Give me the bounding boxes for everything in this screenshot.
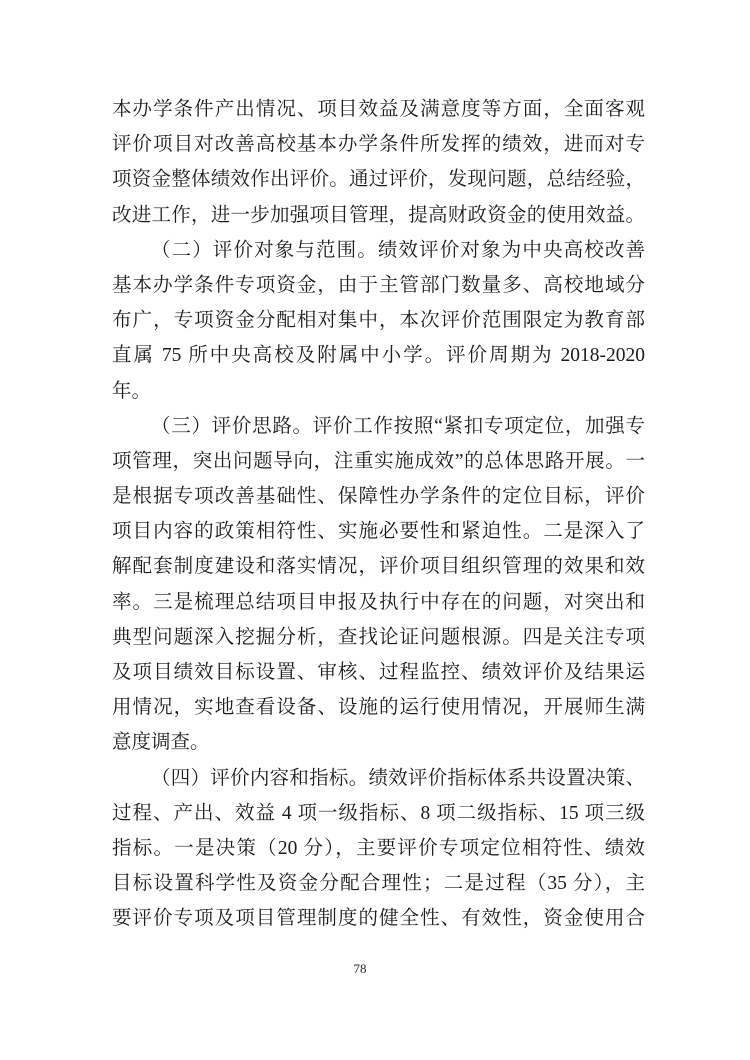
body-text-line: 是根据专项改善基础性、保障性办学条件的定位目标，评价 xyxy=(112,486,645,508)
body-text-line: 目标设置科学性及资金分配合理性；二是过程（35 分），主 xyxy=(112,873,645,895)
body-text-line: 评价项目对改善高校基本办学条件所发挥的绩效，进而对专 xyxy=(112,134,645,156)
body-text-line-paragraph-start: （三）评价思路。评价工作按照“紧扣专项定位，加强专 xyxy=(151,415,645,437)
body-text-line: 项目内容的政策相符性、实施必要性和紧迫性。二是深入了 xyxy=(112,521,645,543)
body-text-line: 布广，专项资金分配相对集中，本次评价范围限定为教育部 xyxy=(112,310,645,332)
body-text-line: 直属 75 所中央高校及附属中小学。评价周期为 2018-2020 xyxy=(112,345,645,367)
body-text-line-paragraph-start: （二）评价对象与范围。绩效评价对象为中央高校改善 xyxy=(151,239,645,261)
body-text-line: 典型问题深入挖掘分析，查找论证问题根源。四是关注专项 xyxy=(112,626,645,648)
body-text-line: 用情况，实地查看设备、设施的运行使用情况，开展师生满 xyxy=(112,697,645,719)
body-text-line: 基本办学条件专项资金，由于主管部门数量多、高校地域分 xyxy=(112,274,645,296)
body-text-line: 指标。一是决策（20 分），主要评价专项定位相符性、绩效 xyxy=(112,837,645,859)
body-text-line-paragraph-end: 年。 xyxy=(112,380,152,402)
body-text-line-paragraph-start: （四）评价内容和指标。绩效评价指标体系共设置决策、 xyxy=(151,767,645,789)
page-number: 78 xyxy=(353,961,367,976)
body-text-line-paragraph-end: 意度调查。 xyxy=(112,732,210,754)
body-text-line: 过程、产出、效益 4 项一级指标、8 项二级指标、15 项三级 xyxy=(112,802,645,824)
body-text-line: 解配套制度建设和落实情况，评价项目组织管理的效果和效 xyxy=(112,556,645,578)
body-text-line: 率。三是梳理总结项目申报及执行中存在的问题，对突出和 xyxy=(112,591,645,613)
document-text-block xyxy=(112,92,645,937)
body-text-line: 项资金整体绩效作出评价。通过评价，发现问题，总结经验， xyxy=(112,169,645,191)
body-text-line: 改进工作，进一步加强项目管理，提高财政资金的使用效益。 xyxy=(112,204,645,226)
body-text-line: 及项目绩效目标设置、审核、过程监控、绩效评价及结果运 xyxy=(112,662,645,683)
body-text-line: 项管理，突出问题导向，注重实施成效”的总体思路开展。一 xyxy=(112,450,645,472)
body-text-line: 本办学条件产出情况、项目效益及满意度等方面，全面客观 xyxy=(112,99,645,120)
body-text-line: 要评价专项及项目管理制度的健全性、有效性，资金使用合 xyxy=(112,908,645,930)
